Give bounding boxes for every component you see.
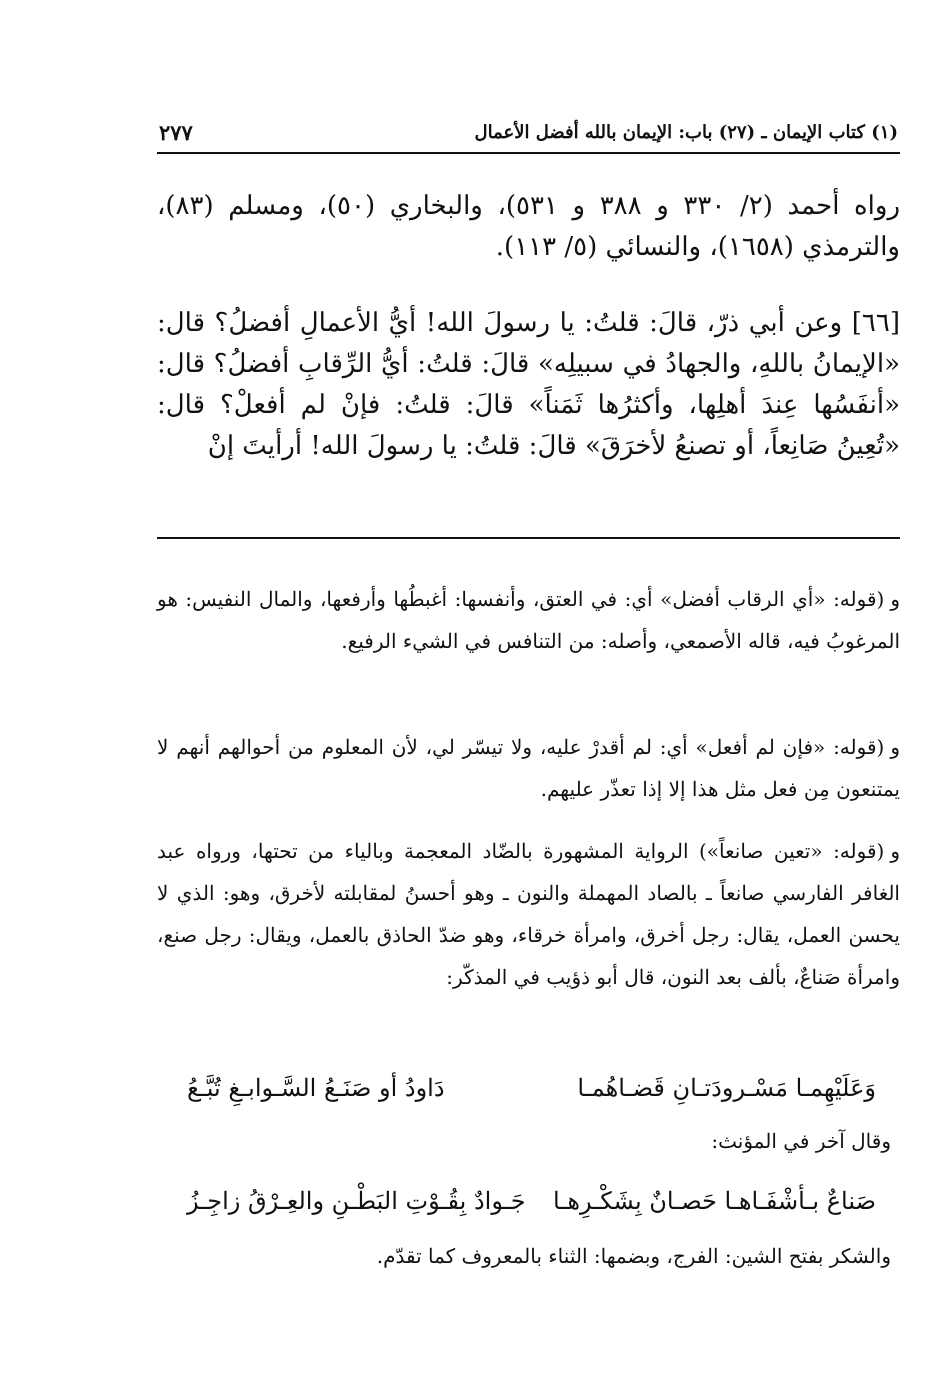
closing-note: والشكر بفتح الشين: الفرج، وبضمها: الثناء بالمعروف كما تقدّم.: [376, 1244, 891, 1268]
hadith-text: [٦٦] وعن أبي ذرّ، قالَ: قلتُ: يا رسولَ الله! أيُّ الأعمالِ أفضلُ؟ قال: «الإيمانُ باللهِ، والجهادُ في سبيلِه» قالَ: قلتُ: أيُّ الرِّقابِ أفضلُ؟ قال: «أنفَسُها عِندَ أهلِها، وأكثرُها ثَمَناً» قالَ: قلتُ: فإنْ لم أفعلْ؟ قال: «تُعِينُ صَانِعاً، أو تصنعُ لأخرَقَ» قالَ: قلتُ: يا رسولَ الله! أرأيتَ إنْ: [157, 308, 900, 461]
poetry-verse-2: [157, 1178, 900, 1224]
hadith-paragraph: [157, 303, 900, 467]
note-text: (قوله: «فإن لم أفعل» أي: لم أقدرْ عليه، ولا تيسّر لي، لأن المعلوم من أحوالهم أنهم لا يمتنعون مِن فعل مثل هذا إلا إذا تعذّر عليهم.: [157, 735, 900, 801]
page-number: ٢٧٧: [159, 120, 193, 145]
verse-first-hemistich: صَناعٌ بـأشْفَـاهـا حَصـانٌ بِشَكْـرِهـا: [553, 1187, 876, 1215]
footnote-divider: [157, 537, 900, 539]
page-header: [157, 118, 900, 154]
note-marker: و: [890, 735, 900, 759]
verse-intro: وقال آخر في المؤنث:: [711, 1129, 891, 1153]
note-marker: و: [890, 839, 900, 863]
verse-second-hemistich: دَاودُ أو صَنَـعُ السَّـوابـغِ تُبَّـعُ: [187, 1074, 445, 1102]
note-text: (قوله: «تعين صانعاً») الرواية المشهورة بالضّاد المعجمة وبالياء من تحتها، ورواه عبد الغافر الفارسي صانعاً ـ بالصاد المهملة والنون ـ وهو أحسنُ لمقابلته لأخرق، وهو: الذي لا يحسن العمل، يقال: رجل أخرق، وامرأة خرقاء، وهو ضدّ الحاذق بالعمل، ويقال: رجل صنع، وامرأة صَناعٌ، بألف بعد النون، قال أبو ذؤيب في المذكّر:: [157, 839, 900, 989]
commentary-note-2: [157, 726, 900, 810]
poetry-verse-1: [157, 1065, 900, 1111]
running-title: (١) كتاب الإيمان ـ (٢٧) باب: الإيمان بالله أفضل الأعمال: [474, 122, 898, 143]
hadith-source-paragraph: [157, 186, 900, 268]
verse-first-hemistich: وَعَلَيْهِمـا مَسْـرودَتـانِ قَضـاهُمـا: [577, 1074, 876, 1102]
hadith-source-text: رواه أحمد (٢/ ٣٣٠ و ٣٨٨ و ٥٣١)، والبخاري (٥٠)، ومسلم (٨٣)، والترمذي (١٦٥٨)، والنسائي (٥/ ١١٣).: [157, 191, 900, 262]
commentary-note-3: [157, 830, 900, 998]
note-marker: و: [890, 587, 900, 611]
note-text: (قوله: «أي الرقاب أفضل» أي: في العتق، وأنفسها: أغبطُها وأرفعها، والمال النفيس: هو المرغوبُ فيه، قاله الأصمعي، وأصله: من التنافس في الشيء الرفيع.: [157, 587, 900, 653]
verse-second-hemistich: جَـوادٌ بِقُـوْتِ البَطْـنِ والعِـرْقُ زاجِـزُ: [187, 1187, 526, 1215]
commentary-note-1: [157, 578, 900, 662]
